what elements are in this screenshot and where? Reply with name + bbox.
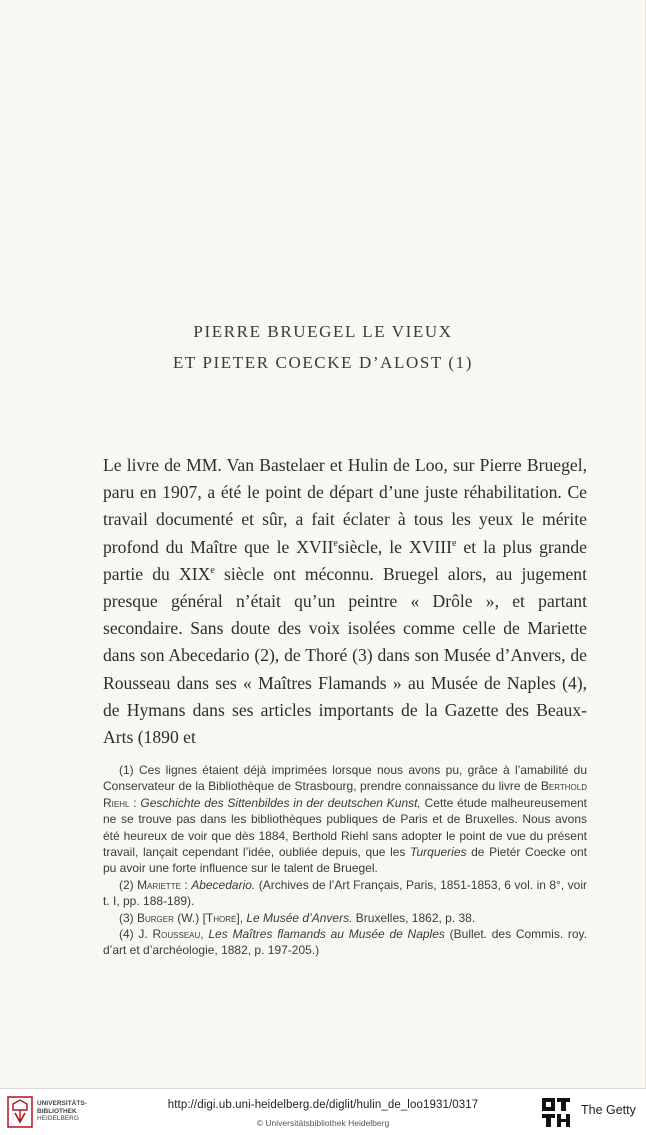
footnotes [103, 762, 587, 959]
copyright-notice: © Universitätsbibliothek Heidelberg [256, 1118, 390, 1128]
permalink-url[interactable]: http://digi.ub.uni-heidelberg.de/diglit/hulin_de_loo1931/0317 [167, 1099, 479, 1111]
footnote-1: (1) Ces lignes étaient déjà imprimées lorsque nous avons pu, grâce à l’amabilité du Conservateur de la Bibliothèque de Strasbourg, prendre connaissance du livre de Berthold Riehl : Geschichte des Sittenbildes in der deutschen Kunst, Cette étude malheureusement ne se trouve pas dans les bibliothèques publiques de Paris et de Bruxelles. Nous avons été heureux de voir que dès 1884, Berthold Riehl sans adopter le point de vue du présent travail, lançait cependant l’idée, oubliée depuis, que les Turqueries de Pietér Coecke ont pu avoir une forte influence sur le talent de Bruegel. [103, 763, 587, 876]
getty-label[interactable]: The Getty [581, 1103, 636, 1117]
body-paragraph: Le livre de MM. Van Bastelaer et Hulin de Loo, sur Pierre Bruegel, paru en 1907, a été le point de départ d’une juste réhabilitation. Ce travail documenté et sûr, a fait éclater à tous les yeux le mérite profond du Maître que le XVIIesiècle, le XVIIIe et la plus grande partie du XIXe siècle ont méconnu. Bruegel alors, au jugement presque général n’était qu’un peintre « Drôle », et partant secondaire. Sans doute des voix isolées comme celle de Mariette dans son Abecedario (2), de Thoré (3) dans son Musée d’Anvers, de Rousseau dans ses « Maîtres Flamands » au Musée de Naples (4), de Hymans dans ses articles importants de la Gazette des Beaux-Arts (1890 et [103, 455, 587, 748]
footnote-2: (2) Mariette : Abecedario. (Archives de l’Art Français, Paris, 1851-1853, 6 vol. in 8°, voir t. I, pp. 188-189). [103, 877, 587, 909]
footnote-4: (4) J. Rousseau, Les Maîtres flamands au Musée de Naples (Bullet. des Commis. roy. d’art et d’archéologie, 1882, p. 197-205.) [103, 927, 587, 958]
article-title-line-2: ET PIETER COECKE D’ALOST (1) [172, 353, 474, 372]
viewer-footer [0, 1088, 646, 1135]
university-library-name[interactable]: UNIVERSITÄTS- BIBLIOTHEK HEIDELBERG [37, 1100, 87, 1122]
article-title-line-1: PIERRE BRUEGEL LE VIEUX [193, 322, 453, 341]
getty-research-logo-icon[interactable] [542, 1096, 572, 1128]
footnote-3: (3) Burger (W.) [Thoré], Le Musée d’Anvers. Bruxelles, 1862, p. 38. [119, 910, 476, 925]
